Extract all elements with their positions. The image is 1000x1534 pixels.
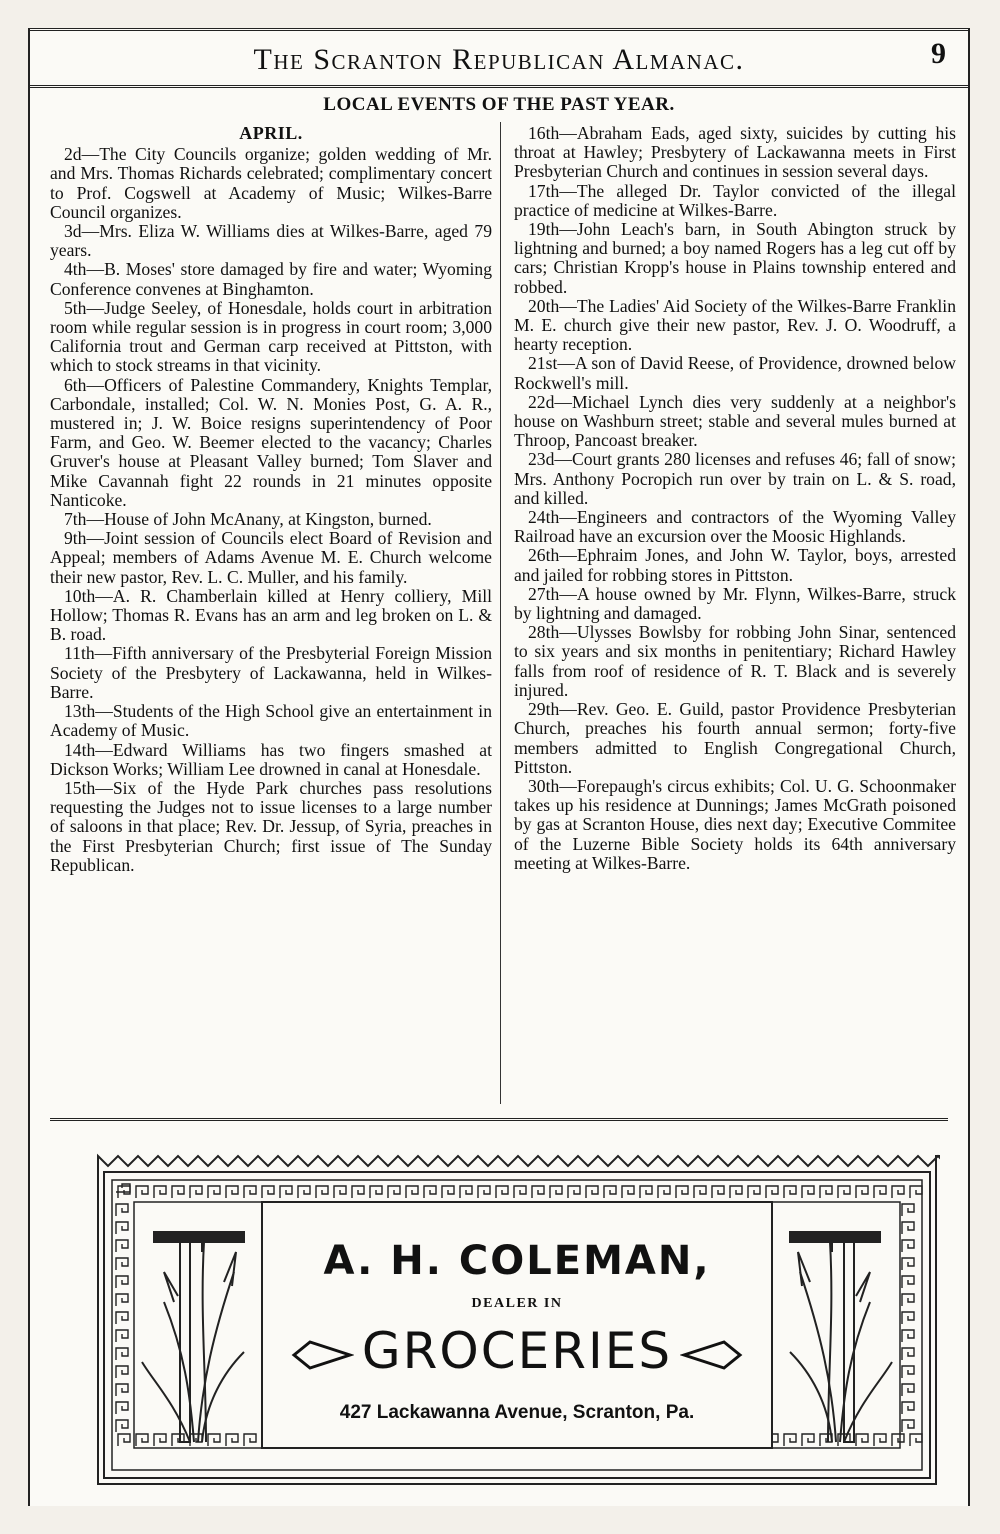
- diamond-ornament-icon: [680, 1338, 744, 1372]
- event-entry: 22d—Michael Lynch dies very suddenly at a neighbor's house on Washburn street; stable and several mules burned at Throop, Pancoast breaker.: [514, 391, 956, 451]
- event-entry: 9th—Joint session of Councils elect Board of Revision and Appeal; members of Adams Avenue M. E. Church welcome their new pastor, Rev. L. C. Muller, and his family.: [50, 528, 492, 587]
- event-entry: 17th—The alleged Dr. Taylor convicted of the illegal practice of medicine at Wilkes-Barre.: [514, 180, 956, 220]
- event-entry: 7th—House of John McAnany, at Kingston, burned.: [64, 509, 432, 530]
- event-entry: 30th—Forepaugh's circus exhibits; Col. U. G. Schoonmaker takes up his residence at Dunnings; James McGrath poisoned by gas at Scranton House, dies next day; Executive Commitee of the Luzerne Bible Society holds its 64th anniversary meeting at Wilkes-Barre.: [514, 775, 956, 873]
- event-entry: 16th—Abraham Eads, aged sixty, suicides by cutting his throat at Hawley; Presbytery of Lackawanna meets in First Presbyterian Church and continues in session several days.: [514, 123, 956, 182]
- event-entry: 28th—Ulysses Bowlsby for robbing John Sinar, sentenced to six years and six months in penitentiary; Richard Hawley falls from roof of residence of R. T. Black and is severely injured.: [514, 622, 956, 700]
- event-entry: 20th—The Ladies' Aid Society of the Wilkes-Barre Franklin M. E. church give their new pastor, Rev. J. O. Woodruff, a hearty reception.: [514, 295, 956, 355]
- event-entry: 13th—Students of the High School give an entertainment in Academy of Music.: [50, 701, 492, 741]
- page-number: 9: [931, 37, 946, 70]
- greek-key-border-icon: [94, 1152, 940, 1488]
- page-header: [28, 28, 970, 88]
- event-entry: 6th—Officers of Palestine Commandery, Knights Templar, Carbondale, installed; Col. W. N. Monies Post, G. A. R., mustered in; J. W. Boice resigns superintendency of Poor Farm, and Geo. W. Beemer elected to the vacancy; Charles Gruver's house at Pleasant Valley burned; Tom Slaver and Mike Cavannah fight 22 rounds in 21 minutes opposite Nanticoke.: [50, 374, 492, 510]
- left-column: [50, 124, 492, 875]
- events-columns: [28, 124, 970, 1116]
- event-entry: 15th—Six of the Hyde Park churches pass resolutions requesting the Judges not to issue licenses to a large number of saloons in that place; Rev. Dr. Jessup, of Syria, preaches in the First Presbyterian Church; first issue of The Sunday Republican.: [50, 777, 492, 875]
- event-entry: 27th—A house owned by Mr. Flynn, Wilkes-Barre, struck by lightning and damaged.: [514, 583, 956, 624]
- event-entry: 10th—A. R. Chamberlain killed at Henry colliery, Mill Hollow; Thomas R. Evans has an arm and leg broken on L. & B. road.: [50, 585, 492, 645]
- almanac-title: The Scranton Republican Almanac.: [253, 43, 745, 76]
- event-entry: 19th—John Leach's barn, in South Abington struck by lightning and burned; a boy named Rogers has a leg cut off by cars; Christian Kropp's house in Plains township entered and robbed.: [514, 219, 956, 297]
- advertiser-name: A. H. COLEMAN,: [323, 1238, 711, 1284]
- event-entry: 2d—The City Councils organize; golden wedding of Mr. and Mrs. Thomas Richards celebrated; complimentary concert to Prof. Cogswell at Academy of Music; Wilkes-Barre Council organizes.: [50, 144, 492, 222]
- goods-line: [94, 1322, 940, 1380]
- section-rule: [50, 1118, 948, 1121]
- event-entry: 4th—B. Moses' store damaged by fire and water; Wyoming Conference convenes at Binghamton.: [50, 259, 492, 299]
- diamond-ornament-icon: [290, 1338, 354, 1372]
- event-entry: 26th—Ephraim Jones, and John W. Taylor, boys, arrested and jailed for robbing stores in Pittston.: [514, 545, 956, 585]
- right-column: [514, 124, 956, 873]
- advertiser-address: 427 Lackawanna Avenue, Scranton, Pa.: [339, 1402, 695, 1423]
- section-title: LOCAL EVENTS OF THE PAST YEAR.: [323, 94, 675, 115]
- month-heading: APRIL.: [239, 123, 303, 143]
- event-entry: 14th—Edward Williams has two fingers smashed at Dickson Works; William Lee drowned in canal at Honesdale.: [50, 739, 492, 779]
- event-entry: 23d—Court grants 280 licenses and refuses 46; fall of snow; Mrs. Anthony Pocropich run over by train on L. & S. road, and killed.: [514, 449, 956, 508]
- event-entry: 21st—A son of David Reese, of Providence, drowned below Rockwell's mill.: [514, 353, 956, 393]
- event-entry: 11th—Fifth anniversary of the Presbyterial Foreign Mission Society of the Presbytery of Lackawanna, held in Wilkes-Barre.: [50, 643, 492, 702]
- event-entry: 3d—Mrs. Eliza W. Williams dies at Wilkes-Barre, aged 79 years.: [50, 221, 492, 261]
- event-entry: 29th—Rev. Geo. E. Guild, pastor Providence Presbyterian Church, preaches his fourth annual sermon; forty-five members admitted to English Congregational Church, Pittston.: [514, 699, 956, 777]
- almanac-page: [28, 28, 970, 1506]
- coleman-advertisement: [94, 1152, 940, 1488]
- event-entry: 24th—Engineers and contractors of the Wyoming Valley Railroad have an excursion over the Moosic Highlands.: [514, 507, 956, 547]
- goods-text: GROCERIES: [361, 1322, 673, 1380]
- event-entry: 5th—Judge Seeley, of Honesdale, holds court in arbitration room while regular session is in progress in court room; 3,000 California trout and German carp received at Pittston, with which to stock streams in that vicinity.: [50, 297, 492, 376]
- dealer-label: DEALER IN: [471, 1296, 563, 1311]
